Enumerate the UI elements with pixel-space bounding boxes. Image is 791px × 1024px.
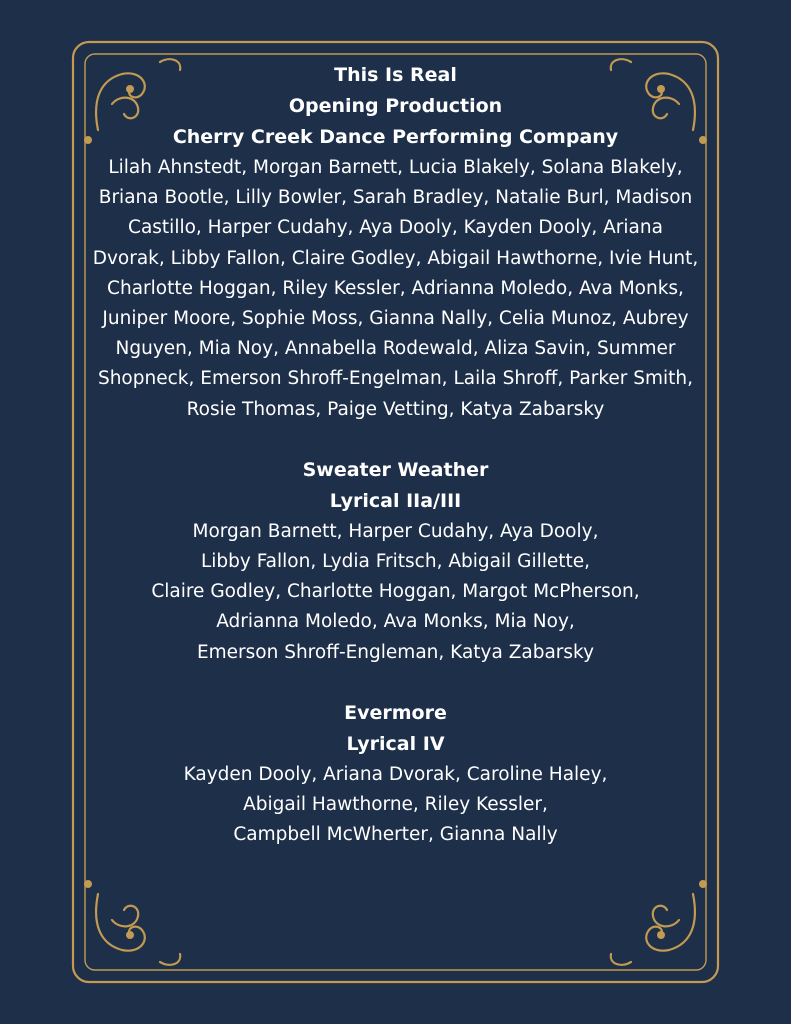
- section-title: Sweater Weather: [302, 458, 489, 481]
- cast-line: Campbell McWherter, Gianna Nally: [233, 824, 558, 846]
- cast-names: [90, 517, 701, 668]
- cast-names: [90, 760, 701, 851]
- section-this-is-real: [90, 60, 701, 425]
- section-evermore: [90, 698, 701, 851]
- section-title: This Is Real: [334, 64, 457, 86]
- section-subtitle: Lyrical IIa/III: [329, 489, 462, 512]
- cast-line: Libby Fallon, Lydia Fritsch, Abigail Gillette,: [200, 551, 591, 573]
- program-content: [90, 60, 701, 850]
- cast-line: Kayden Dooly, Ariana Dvorak, Caroline Haley,: [183, 763, 608, 785]
- cast-names: Lilah Ahnstedt, Morgan Barnett, Lucia Blakely, Solana Blakely, Briana Bootle, Lilly Bowler, Sarah Bradley, Natalie Burl, Madison Castillo, Harper Cudahy, Aya Dooly, Kayden Dooly, Ariana Dvorak, Libby Fallon, Claire Godley, Abigail Hawthorne, Ivie Hunt, Charlotte Hoggan, Riley Kessler, Adrianna Moledo, Ava Monks, Juniper Moore, Sophie Moss, Gianna Nally, Celia Munoz, Aubrey Nguyen, Mia Noy, Annabella Rodewald, Aliza Savin, Summer Shopneck, Emerson Shroff-Engelman, Laila Shroff, Parker Smith, Rosie Thomas, Paige Vetting, Katya Zabarsky: [92, 157, 699, 420]
- section-subtitle: Lyrical IV: [346, 732, 445, 755]
- section-sweater-weather: [90, 455, 701, 668]
- section-title: Evermore: [344, 701, 447, 724]
- cast-line: Abigail Hawthorne, Riley Kessler,: [243, 794, 548, 816]
- section-group: Cherry Creek Dance Performing Company: [172, 126, 619, 148]
- section-subtitle: Opening Production: [288, 95, 503, 117]
- cast-line: Adrianna Moledo, Ava Monks, Mia Noy,: [216, 611, 575, 633]
- cast-line: Morgan Barnett, Harper Cudahy, Aya Dooly,: [192, 520, 599, 542]
- cast-line: Claire Godley, Charlotte Hoggan, Margot McPherson,: [151, 581, 640, 603]
- corner-flourish-bottom-left: [96, 894, 180, 965]
- cast-line: Emerson Shroff-Engleman, Katya Zabarsky: [196, 641, 595, 663]
- corner-flourish-bottom-right: [611, 894, 695, 965]
